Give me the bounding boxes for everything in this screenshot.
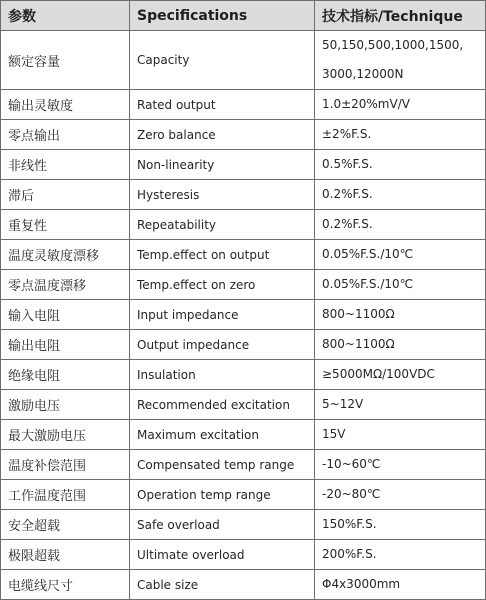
value-line: ≥5000MΩ/100VDC [322, 367, 435, 381]
value-line: 1.0±20%mV/V [322, 97, 410, 111]
value-cell [315, 420, 486, 450]
value-cell [315, 480, 486, 510]
parameter-cell: 重复性 [1, 210, 130, 240]
value-line: 150%F.S. [322, 517, 377, 531]
parameter-cell: 温度灵敏度漂移 [1, 240, 130, 270]
value-cell [315, 510, 486, 540]
table-row [1, 180, 486, 210]
specification-cell: Input impedance [130, 300, 315, 330]
value-line: 800~1100Ω [322, 307, 395, 321]
value-line: Φ4x3000mm [322, 577, 401, 591]
table-row [1, 510, 486, 540]
parameter-cell: 非线性 [1, 150, 130, 180]
table-row [1, 270, 486, 300]
specification-cell: Maximum excitation [130, 420, 315, 450]
value-cell [315, 390, 486, 420]
value-cell [315, 210, 486, 240]
value-line: 15V [322, 427, 346, 441]
value-line: 0.2%F.S. [322, 187, 373, 201]
table-row [1, 240, 486, 270]
specification-cell: Zero balance [130, 120, 315, 150]
specification-cell: Operation temp range [130, 480, 315, 510]
parameter-cell: 电缆线尺寸 [1, 570, 130, 600]
value-cell [315, 180, 486, 210]
header-specifications: Specifications [130, 1, 315, 31]
table-row [1, 390, 486, 420]
header-technique: 技术指标/Technique [315, 1, 486, 31]
parameter-cell: 安全超载 [1, 510, 130, 540]
value-line: 0.05%F.S./10℃ [322, 247, 414, 261]
table-row [1, 450, 486, 480]
value-line: 200%F.S. [322, 547, 377, 561]
parameter-cell: 滞后 [1, 180, 130, 210]
table-row [1, 120, 486, 150]
parameter-cell: 输出灵敏度 [1, 90, 130, 120]
parameter-cell: 零点温度漂移 [1, 270, 130, 300]
specification-cell: Rated output [130, 90, 315, 120]
value-cell [315, 270, 486, 300]
parameter-cell: 极限超载 [1, 540, 130, 570]
specification-cell: Recommended excitation [130, 390, 315, 420]
table-row [1, 31, 486, 90]
value-line: 3000,12000N [322, 67, 404, 81]
value-line: ±2%F.S. [322, 127, 372, 141]
table-row [1, 90, 486, 120]
header-row [1, 1, 486, 31]
parameter-cell: 温度补偿范围 [1, 450, 130, 480]
parameter-cell: 输入电阻 [1, 300, 130, 330]
value-line: -10~60℃ [322, 457, 381, 471]
value-line: -20~80℃ [322, 487, 381, 501]
value-cell [315, 150, 486, 180]
table-row [1, 210, 486, 240]
table-row [1, 330, 486, 360]
value-cell [315, 300, 486, 330]
table-row [1, 300, 486, 330]
header-parameter: 参数 [1, 1, 130, 31]
value-line: 0.5%F.S. [322, 157, 373, 171]
value-cell [315, 31, 486, 90]
specification-cell: Cable size [130, 570, 315, 600]
parameter-cell: 额定容量 [1, 31, 130, 90]
table-row [1, 540, 486, 570]
specification-cell: Temp.effect on zero [130, 270, 315, 300]
specification-cell: Capacity [130, 31, 315, 90]
parameter-cell: 绝缘电阻 [1, 360, 130, 390]
parameter-cell: 零点输出 [1, 120, 130, 150]
value-cell [315, 240, 486, 270]
specification-cell: Insulation [130, 360, 315, 390]
value-cell [315, 540, 486, 570]
specification-cell: Ultimate overload [130, 540, 315, 570]
parameter-cell: 最大激励电压 [1, 420, 130, 450]
parameter-cell: 工作温度范围 [1, 480, 130, 510]
value-cell [315, 120, 486, 150]
specification-cell: Output impedance [130, 330, 315, 360]
specification-cell: Compensated temp range [130, 450, 315, 480]
table-row [1, 150, 486, 180]
specification-cell: Safe overload [130, 510, 315, 540]
table-row [1, 420, 486, 450]
specification-cell: Repeatability [130, 210, 315, 240]
value-line: 50,150,500,1000,1500, [322, 38, 464, 52]
specification-cell: Temp.effect on output [130, 240, 315, 270]
parameter-cell: 激励电压 [1, 390, 130, 420]
value-cell [315, 360, 486, 390]
value-line: 800~1100Ω [322, 337, 395, 351]
value-line: 0.05%F.S./10℃ [322, 277, 414, 291]
table-row [1, 570, 486, 600]
value-cell [315, 90, 486, 120]
specification-cell: Non-linearity [130, 150, 315, 180]
value-line: 0.2%F.S. [322, 217, 373, 231]
parameter-cell: 输出电阻 [1, 330, 130, 360]
value-line: 5~12V [322, 397, 364, 411]
value-cell [315, 450, 486, 480]
table-row [1, 480, 486, 510]
specification-cell: Hysteresis [130, 180, 315, 210]
value-cell [315, 570, 486, 600]
table-row [1, 360, 486, 390]
value-cell [315, 330, 486, 360]
spec-body [1, 31, 486, 600]
